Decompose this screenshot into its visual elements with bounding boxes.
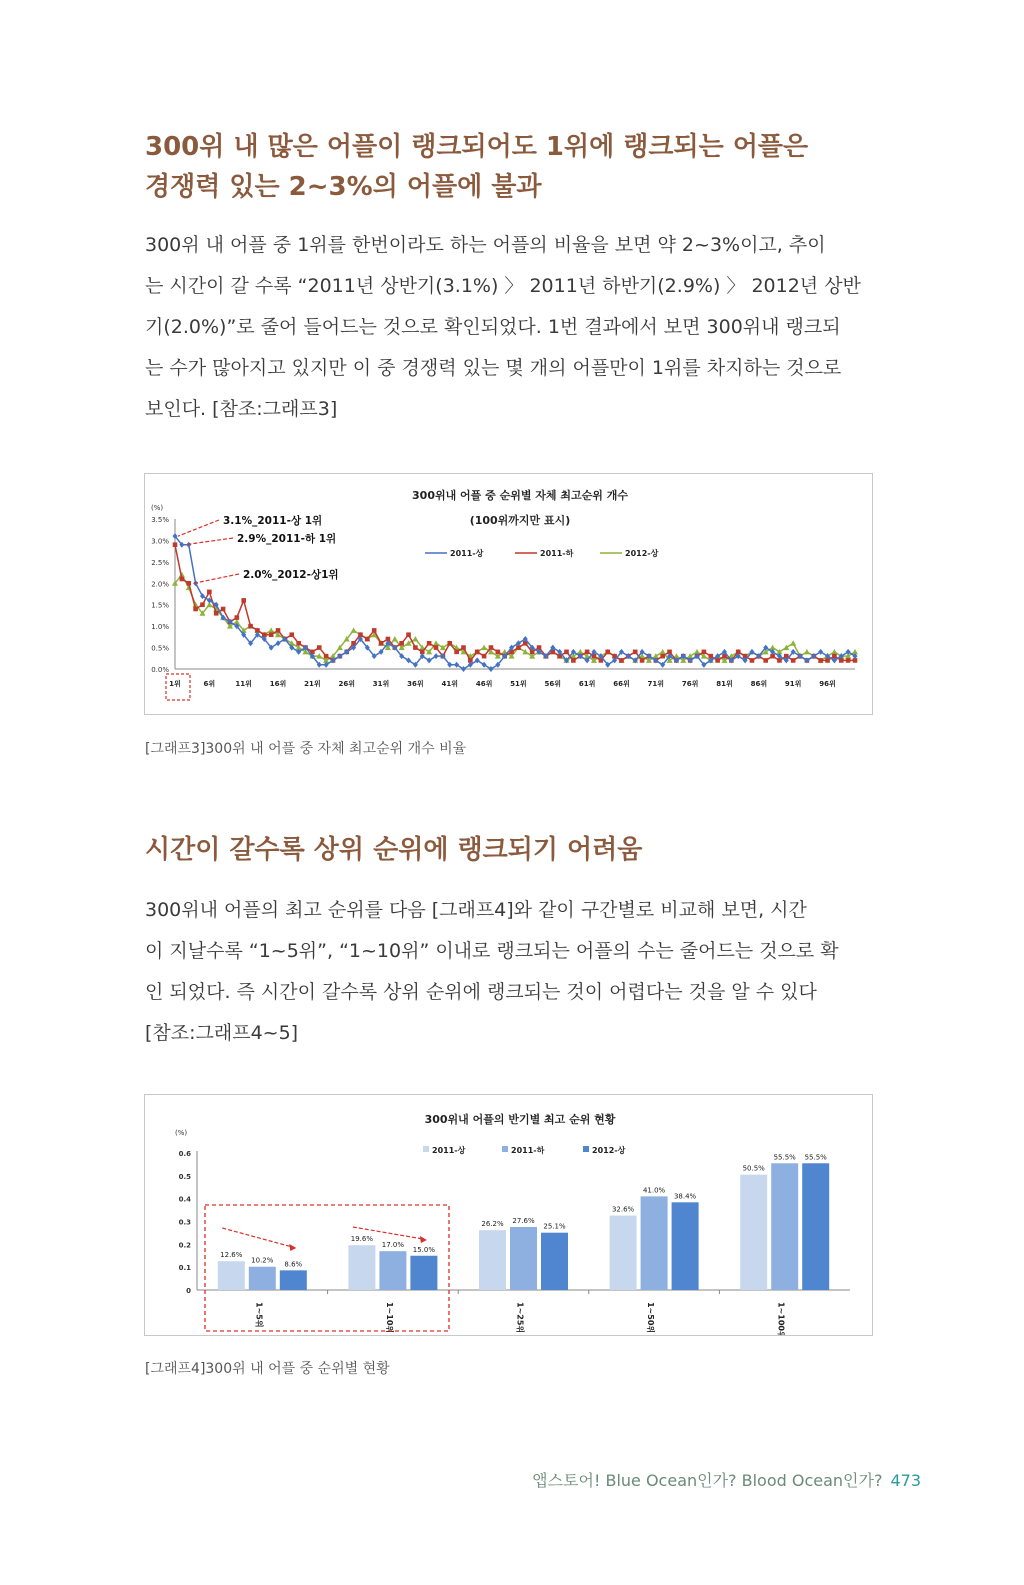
legend-swatch [583, 1146, 589, 1152]
x-tick-label: 16위 [269, 680, 287, 688]
x-tick-label: 1~25위 [515, 1302, 525, 1334]
data-point [702, 650, 707, 655]
paragraph-line: 는 수가 많아지고 있지만 이 중 경쟁력 있는 몇 개의 어플만이 1위를 차지하는 것으로 [145, 357, 842, 379]
paragraph-line: 이 지날수록 “1~5위”, “1~10위” 이내로 랭크되는 어플의 수는 줄어드는 것으로 확 [145, 940, 839, 962]
y-tick-label: 0.6 [178, 1150, 191, 1158]
section2-heading: 시간이 갈수록 상위 순위에 랭크되기 어려움 [145, 835, 643, 865]
page-footer [532, 1468, 921, 1491]
data-point [365, 637, 370, 642]
legend-entry: 2012-상 [592, 1146, 626, 1155]
bar [641, 1196, 668, 1290]
bar [610, 1216, 637, 1290]
data-point [173, 542, 178, 547]
legend-swatch [423, 1146, 429, 1152]
y-tick-label: 2.0% [151, 580, 169, 589]
x-tick-label: 41위 [441, 680, 459, 688]
x-tick-label: 51위 [510, 680, 527, 688]
bar-value-label: 19.6% [350, 1235, 374, 1244]
bar-value-label: 17.0% [381, 1241, 405, 1250]
bar [348, 1245, 375, 1290]
data-point [640, 658, 645, 663]
legend-entry: 2011-하 [511, 1146, 545, 1155]
section1-paragraph [145, 225, 885, 430]
data-point [372, 628, 377, 633]
data-point [180, 577, 185, 582]
data-point [619, 658, 624, 663]
chart-title: 300위내 어플 중 순위별 자체 최고순위 개수 [412, 489, 628, 502]
y-axis-label: (%) [151, 504, 164, 512]
data-point [447, 641, 452, 646]
annotation-label: 3.1%_2011-상 1위 [223, 515, 323, 527]
bar-value-label: 41.0% [642, 1186, 666, 1195]
data-point [831, 649, 837, 655]
data-point [221, 607, 226, 612]
data-point [818, 658, 823, 663]
data-point [427, 657, 432, 663]
bar [771, 1163, 798, 1290]
data-point [660, 654, 665, 659]
legend-entry: 2011-상 [432, 1146, 466, 1155]
y-tick-label: 1.0% [151, 623, 169, 632]
graph3-caption: [그래프3]300위 내 어플 중 자체 최고순위 개수 비율 [145, 741, 467, 757]
data-point [241, 598, 246, 603]
annotation-arrow [194, 574, 239, 583]
data-point [846, 658, 851, 663]
x-tick-label: 76위 [681, 680, 699, 688]
legend-entry: 2011-상 [450, 549, 484, 558]
x-tick-label: 61위 [578, 680, 596, 688]
annotation-label: 2.9%_2011-하 1위 [237, 533, 337, 545]
data-point [351, 627, 357, 633]
trend-arrow [222, 1228, 292, 1247]
data-point [571, 658, 576, 663]
data-point [399, 641, 404, 646]
data-point [392, 636, 398, 642]
data-point [454, 650, 459, 655]
chart-title: 300위내 어플의 반기별 최고 순위 현황 [424, 1113, 616, 1126]
data-point [324, 654, 329, 659]
data-point [276, 628, 281, 633]
data-point [296, 641, 301, 646]
data-point [633, 650, 638, 655]
paragraph-line: 300위 내 어플 중 1위를 한번이라도 하는 어플의 비율을 보면 약 2~3%이고, 추이 [145, 234, 826, 256]
bar [280, 1270, 307, 1290]
data-point [269, 632, 274, 637]
paragraph-line: 보인다. [참조:그래프3] [145, 398, 338, 420]
data-point [214, 611, 219, 616]
data-point [791, 658, 796, 663]
x-tick-label: 66위 [613, 680, 630, 688]
data-point [406, 632, 411, 637]
x-tick-label: 71위 [647, 680, 665, 688]
y-tick-label: 0.4 [178, 1195, 191, 1204]
bar-value-label: 27.6% [512, 1216, 535, 1225]
x-tick-label: 1~50위 [646, 1302, 656, 1334]
data-point [750, 658, 755, 663]
data-point [790, 640, 796, 646]
bar [479, 1230, 506, 1290]
series-line [175, 575, 855, 661]
data-point [434, 645, 439, 650]
data-point [585, 650, 590, 655]
bar [379, 1251, 406, 1290]
y-tick-label: 3.5% [151, 516, 169, 524]
data-point [482, 654, 487, 659]
data-point [406, 657, 411, 663]
data-point [193, 607, 198, 612]
bar-value-label: 10.2% [251, 1256, 274, 1265]
bar-value-label: 38.4% [673, 1192, 697, 1201]
x-tick-label: 36위 [407, 680, 424, 688]
data-point [481, 645, 487, 651]
section1-heading [145, 127, 808, 207]
y-tick-label: 0 [186, 1287, 191, 1295]
data-point [475, 650, 480, 655]
bar-value-label: 8.6% [284, 1260, 303, 1269]
y-tick-label: 0.5% [151, 644, 169, 653]
bar [410, 1256, 437, 1290]
x-tick-label: 1위 [169, 680, 181, 688]
bar-value-label: 15.0% [412, 1245, 436, 1254]
data-point [379, 641, 384, 646]
trend-arrowhead [420, 1236, 427, 1243]
data-point [489, 645, 494, 650]
x-tick-label: 26위 [338, 680, 355, 688]
data-point [433, 640, 439, 646]
data-point [660, 649, 666, 655]
bar-value-label: 32.6% [611, 1205, 635, 1214]
legend-entry: 2012-상 [625, 549, 659, 558]
legend-swatch [502, 1146, 508, 1152]
y-tick-label: 0.0% [151, 666, 169, 674]
bar-value-label: 50.5% [742, 1164, 765, 1173]
paragraph-line: 기(2.0%)”로 줄어 들어드는 것으로 확인되었다. 1번 결과에서 보면 300위내 랭크되 [145, 316, 841, 338]
data-point [412, 636, 418, 642]
graph4-caption: [그래프4]300위 내 어플 중 순위별 현황 [145, 1361, 390, 1377]
x-tick-label: 86위 [750, 680, 768, 688]
x-tick-label: 11위 [235, 680, 252, 688]
y-axis-label: (%) [175, 1129, 188, 1137]
bar-value-label: 12.6% [220, 1251, 243, 1260]
data-point [804, 649, 810, 655]
data-point [200, 602, 205, 607]
data-point [276, 640, 281, 646]
data-point [496, 650, 501, 655]
footer-title: 앱스토어! Blue Ocean인가? Blood Ocean인가? [532, 1471, 883, 1490]
line-chart-box [144, 473, 873, 715]
data-point [482, 662, 487, 668]
bar-value-label: 55.5% [804, 1153, 827, 1162]
page-number: 473 [890, 1471, 921, 1490]
x-tick-label: 1~10위 [384, 1302, 394, 1334]
trend-arrowhead [289, 1244, 296, 1251]
line-chart [145, 474, 872, 714]
bar-value-label: 55.5% [773, 1153, 796, 1162]
data-point [461, 645, 466, 650]
data-point [289, 632, 294, 637]
x-tick-label: 31위 [372, 680, 390, 688]
data-point [427, 641, 432, 646]
x-tick-label: 6위 [203, 680, 216, 688]
bar [510, 1227, 537, 1290]
data-point [475, 657, 480, 663]
y-tick-label: 3.0% [151, 537, 169, 546]
data-point [454, 662, 459, 668]
y-tick-label: 1.5% [151, 601, 169, 610]
data-point [564, 650, 569, 655]
data-point [235, 615, 240, 620]
bar [541, 1233, 568, 1290]
x-tick-label: 1~5위 [254, 1302, 264, 1328]
bar [802, 1163, 829, 1290]
data-point [605, 650, 610, 655]
chart-subtitle: (100위까지만 표시) [469, 514, 571, 527]
bar-value-label: 25.1% [543, 1222, 566, 1231]
data-point [818, 649, 823, 655]
bar-chart-box [144, 1094, 873, 1336]
data-point [186, 581, 191, 586]
x-tick-label: 91위 [784, 680, 802, 688]
data-point [207, 590, 212, 595]
bar-chart [145, 1095, 872, 1335]
data-point [461, 666, 466, 672]
section2-paragraph [145, 890, 885, 1054]
bar [218, 1261, 245, 1290]
paragraph-line: 인 되었다. 즉 시간이 갈수록 상위 순위에 랭크되는 것이 어렵다는 것을 알 수 있다 [145, 981, 817, 1003]
data-point [317, 645, 322, 650]
x-tick-label: 46위 [475, 680, 493, 688]
heading-line: 경쟁력 있는 2~3%의 어플에 불과 [145, 172, 542, 202]
data-point [268, 627, 274, 633]
x-tick-label: 96위 [819, 680, 836, 688]
y-tick-label: 2.5% [151, 558, 169, 567]
bar [249, 1267, 276, 1290]
bar [672, 1202, 699, 1290]
data-point [846, 649, 851, 655]
paragraph-line: [참조:그래프4~5] [145, 1022, 299, 1044]
x-tick-label: 56위 [544, 680, 562, 688]
x-tick-label: 81위 [716, 680, 733, 688]
data-point [413, 645, 418, 650]
data-point [248, 624, 253, 629]
y-tick-label: 0.2 [178, 1241, 191, 1250]
bar-value-label: 26.2% [481, 1220, 504, 1229]
heading-line: 300위 내 많은 어플이 랭크되어도 1위에 랭크되는 어플은 [145, 132, 809, 162]
data-point [763, 658, 768, 663]
annotation-label: 2.0%_2012-상1위 [243, 569, 339, 581]
x-tick-label: 1~100위 [776, 1302, 786, 1335]
bar [740, 1175, 767, 1290]
y-tick-label: 0.5 [178, 1172, 191, 1181]
annotation-arrow [185, 538, 233, 545]
x-tick-label: 21위 [304, 680, 321, 688]
y-tick-label: 0.1 [178, 1264, 191, 1273]
data-point [488, 666, 493, 672]
y-tick-label: 0.3 [178, 1218, 191, 1227]
paragraph-line: 300위내 어플의 최고 순위를 다음 [그래프4]와 같이 구간별로 비교해 보면, 시간 [145, 899, 807, 921]
data-point [434, 653, 439, 659]
legend-entry: 2011-하 [540, 549, 574, 558]
annotation-arrow [178, 520, 219, 536]
paragraph-line: 는 시간이 갈 수록 “2011년 상반기(3.1%) 〉 2011년 하반기(2.9%) 〉 2012년 상반 [145, 275, 861, 297]
